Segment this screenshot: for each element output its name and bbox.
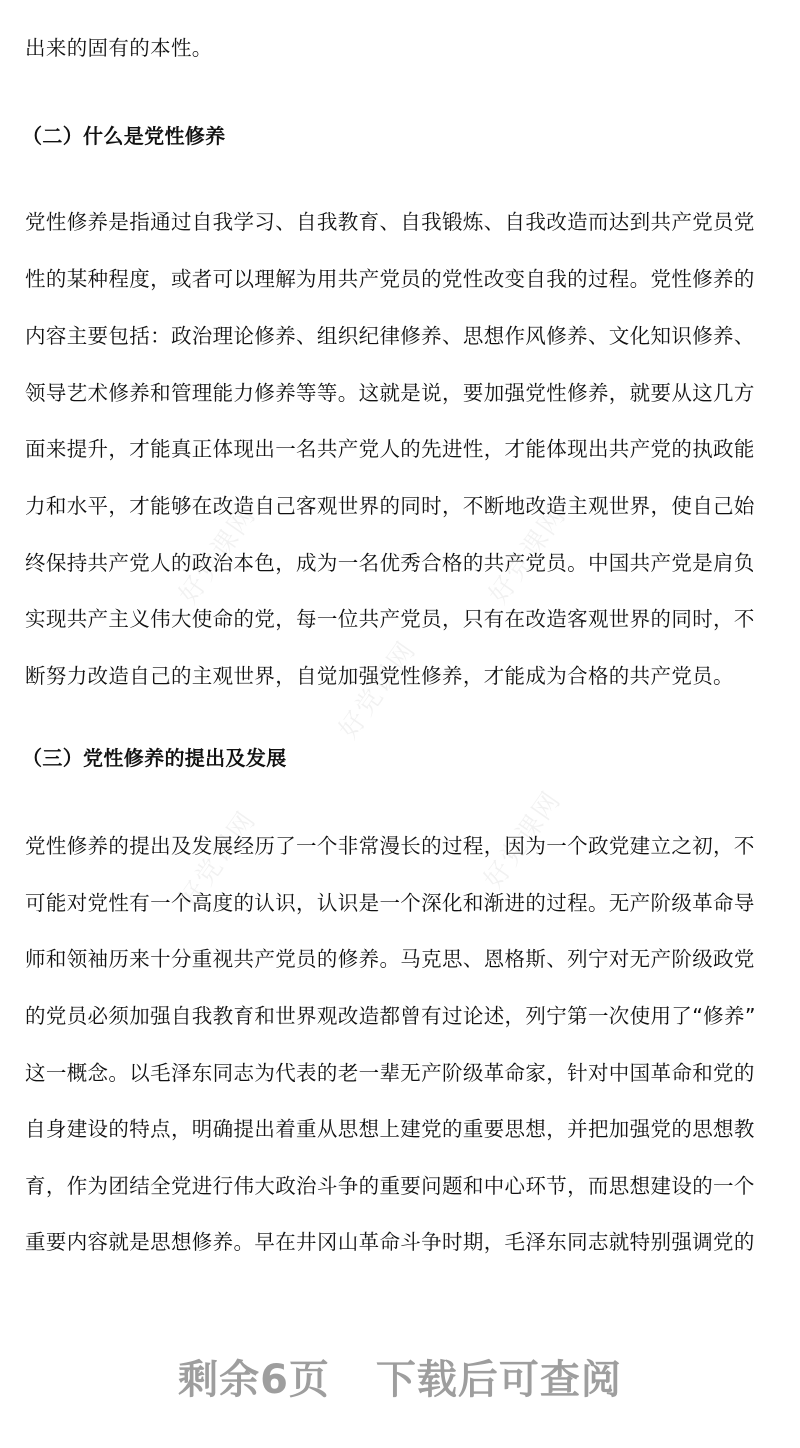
paragraph-line: 出来的固有的本性。: [25, 36, 213, 60]
paragraph-line: 党性修养的提出及发展经历了一个非常漫长的过程，因为一个政党建立之初，不: [25, 834, 755, 858]
section-heading: （三）党性修养的提出及发展: [22, 746, 287, 770]
paragraph-line: 师和领袖历来十分重视共产党员的修养。马克思、恩格斯、列宁对无产阶级政党: [25, 947, 755, 971]
paragraph-line: 断努力改造自己的主观世界，自觉加强党性修养，才能成为合格的共产党员。: [25, 664, 734, 688]
watermark-text: 好党课网: [333, 635, 423, 745]
paragraph-line: 终保持共产党人的政治本色，成为一名优秀合格的共产党员。中国共产党是肩负: [25, 551, 755, 575]
download-prompt-banner[interactable]: [0, 1348, 800, 1405]
watermark-text: 好党课网: [173, 500, 263, 610]
paragraph-line: 领导艺术修养和管理能力修养等等。这就是说，要加强党性修养，就要从这几方: [25, 381, 755, 405]
download-to-view-label: 下载后可查阅: [375, 1357, 622, 1403]
paragraph-line: 性的某种程度，或者可以理解为用共产党员的党性改变自我的过程。党性修养的: [25, 267, 755, 291]
watermark-text: 好党课网: [483, 500, 573, 610]
paragraph-line: 面来提升，才能真正体现出一名共产党人的先进性，才能体现出共产党的执政能: [25, 437, 755, 461]
watermark-text: 好党课网: [173, 805, 263, 915]
paragraph-line: 可能对党性有一个高度的认识，认识是一个深化和渐进的过程。无产阶级革命导: [25, 891, 755, 915]
paragraph-line: 力和水平，才能够在改造自己客观世界的同时，不断地改造主观世界，使自己始: [25, 494, 755, 518]
paragraph-line: 这一概念。以毛泽东同志为代表的老一辈无产阶级革命家，针对中国革命和党的: [25, 1061, 755, 1085]
paragraph-line: 党性修养是指通过自我学习、自我教育、自我锻炼、自我改造而达到共产党员党: [25, 210, 755, 234]
paragraph-line: 育，作为团结全党进行伟大政治斗争的重要问题和中心环节，而思想建设的一个: [25, 1174, 755, 1198]
remaining-pages-label: 剩余6页: [178, 1357, 330, 1403]
paragraph-line: 重要内容就是思想修养。早在井冈山革命斗争时期，毛泽东同志就特别强调党的: [25, 1230, 755, 1254]
paragraph-line: 的党员必须加强自我教育和世界观改造都曾有过论述，列宁第一次使用了“修养”: [25, 1004, 756, 1028]
paragraph-line: 自身建设的特点，明确提出着重从思想上建党的重要思想，并把加强党的思想教: [25, 1117, 755, 1141]
paragraph-line: 内容主要包括：政治理论修养、组织纪律修养、思想作风修养、文化知识修养、: [25, 324, 755, 348]
watermark-text: 好党课网: [478, 785, 568, 895]
paragraph-line: 实现共产主义伟大使命的党，每一位共产党员，只有在改造客观世界的同时，不: [25, 607, 755, 631]
section-heading: （二）什么是党性修养: [22, 124, 226, 148]
